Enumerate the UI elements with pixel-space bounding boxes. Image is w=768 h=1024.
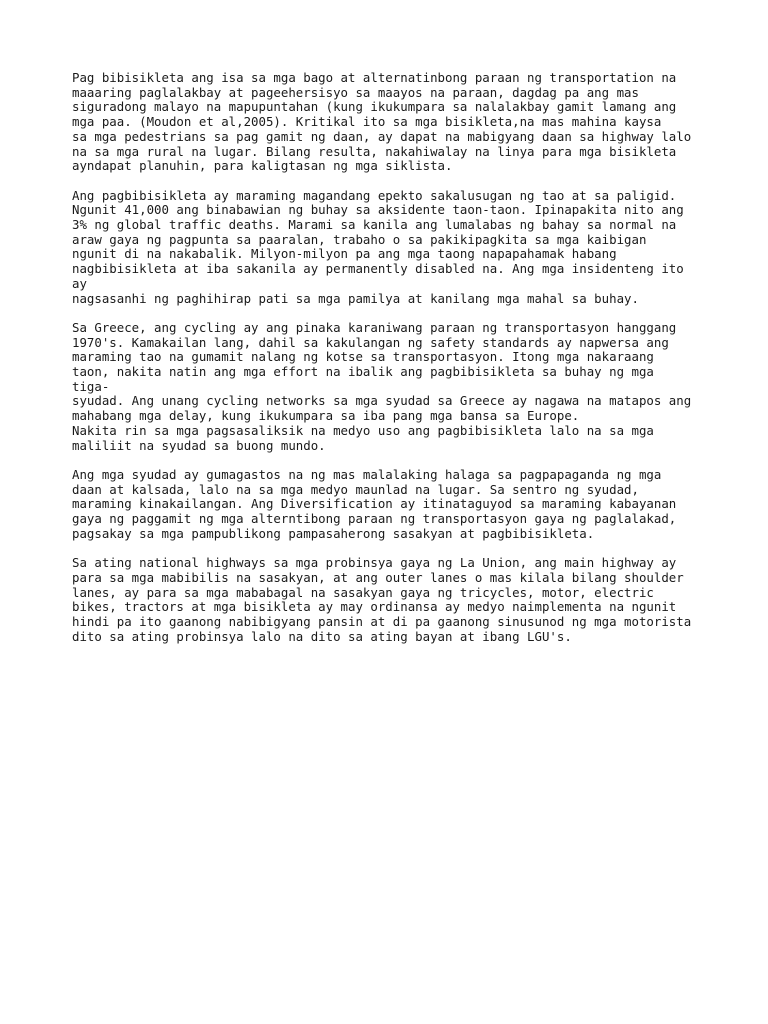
text-line: mga paa. (Moudon et al,2005). Kritikal ito sa mga bisikleta,na mas mahina kaysa <box>72 114 662 130</box>
text-line: ay <box>72 275 87 291</box>
text-line: sa mga pedestrians sa pag gamit ng daan, ay dapat na mabigyang daan sa highway lalo <box>72 128 692 144</box>
text-line: Pag bibisikleta ang isa sa mga bago at alternatinbong paraan ng transportation na <box>72 70 677 85</box>
text-line: gaya ng paggamit ng mga alterntibong paraan ng transportasyon gaya ng paglalakad, <box>72 511 677 527</box>
text-line: bikes, tractors at mga bisikleta ay may ordinansa ay medyo naimplementa na ngunit <box>72 599 677 615</box>
text-line: hindi pa ito gaanong nabibigyang pansin at di pa gaanong sinusunod ng mga motorista <box>72 613 692 629</box>
paragraph-city-spending <box>72 468 732 542</box>
paragraph-national-highways <box>72 556 732 644</box>
text-line: maaaring paglalakbay at pageehersisyo sa maayos na paraan, dagdag pa ang mas <box>72 84 639 100</box>
paragraph-greece <box>72 321 732 453</box>
text-line: Ngunit 41,000 ang binabawian ng buhay sa aksidente taon-taon. Ipinapakita nito ang <box>72 202 684 218</box>
text-line: mahabang mga delay, kung ikukumpara sa iba pang mga bansa sa Europe. <box>72 408 580 424</box>
text-line: araw gaya ng pagpunta sa paaralan, trabaho o sa pakikipagkita sa mga kaibigan <box>72 231 647 247</box>
text-line: maraming tao na gumamit nalang ng kotse sa transportasyon. Itong mga nakaraang <box>72 349 654 365</box>
text-line: daan at kalsada, lalo na sa mga medyo maunlad na lugar. Sa sentro ng syudad, <box>72 481 639 497</box>
paragraph-health-effects <box>72 189 732 307</box>
text-line: ngunit di na nakabalik. Milyon-milyon pa ang mga taong napapahamak habang <box>72 246 617 262</box>
text-line: ayndapat planuhin, para kaligtasan ng mga siklista. <box>72 158 453 174</box>
text-line: 3% ng global traffic deaths. Marami sa kanila ang lumalabas ng bahay sa normal na <box>72 217 677 233</box>
text-line: Sa ating national highways sa mga probinsya gaya ng La Union, ang main highway ay <box>72 555 677 571</box>
text-line: maraming kinakailangan. Ang Diversification ay itinataguyod sa maraming kabayanan <box>72 496 677 512</box>
text-line: nagbibisikleta at iba sakanila ay permanently disabled na. Ang mga insidenteng ito <box>72 261 684 277</box>
text-line: dito sa ating probinsya lalo na dito sa ating bayan at ibang LGU's. <box>72 628 572 644</box>
paragraph-intro <box>72 71 732 174</box>
text-line: pagsakay sa mga pampublikong pampasaherong sasakyan at pagbibisikleta. <box>72 525 595 541</box>
text-line: Sa Greece, ang cycling ay ang pinaka karaniwang paraan ng transportasyon hanggang <box>72 319 677 335</box>
text-line: 1970's. Kamakailan lang, dahil sa kakulangan ng safety standards ay napwersa ang <box>72 334 669 350</box>
text-line: Ang mga syudad ay gumagastos na ng mas malalaking halaga sa pagpapaganda ng mga <box>72 466 662 482</box>
text-line: para sa mga mabibilis na sasakyan, at ang outer lanes o mas kilala bilang shoulder <box>72 569 684 585</box>
text-line: na sa mga rural na lugar. Bilang resulta, nakahiwalay na linya para mga bisikleta <box>72 143 677 159</box>
text-line: siguradong malayo na mapupuntahan (kung ikukumpara sa nalalakbay gamit lamang ang <box>72 99 677 115</box>
document-page <box>72 71 732 659</box>
text-line: lanes, ay para sa mga mababagal na sasakyan gaya ng tricycles, motor, electric <box>72 584 654 600</box>
text-line: Nakita rin sa mga pagsasaliksik na medyo uso ang pagbibisikleta lalo na sa mga <box>72 422 654 438</box>
text-line: maliliit na syudad sa buong mundo. <box>72 437 326 453</box>
text-line: Ang pagbibisikleta ay maraming magandang epekto sakalusugan ng tao at sa paligid. <box>72 187 677 203</box>
text-line: syudad. Ang unang cycling networks sa mga syudad sa Greece ay nagawa na matapos ang <box>72 393 692 409</box>
text-line: nagsasanhi ng paghihirap pati sa mga pamilya at kanilang mga mahal sa buhay. <box>72 290 639 306</box>
text-line: tiga- <box>72 378 110 394</box>
text-line: taon, nakita natin ang mga effort na ibalik ang pagbibisikleta sa buhay ng mga <box>72 364 654 380</box>
